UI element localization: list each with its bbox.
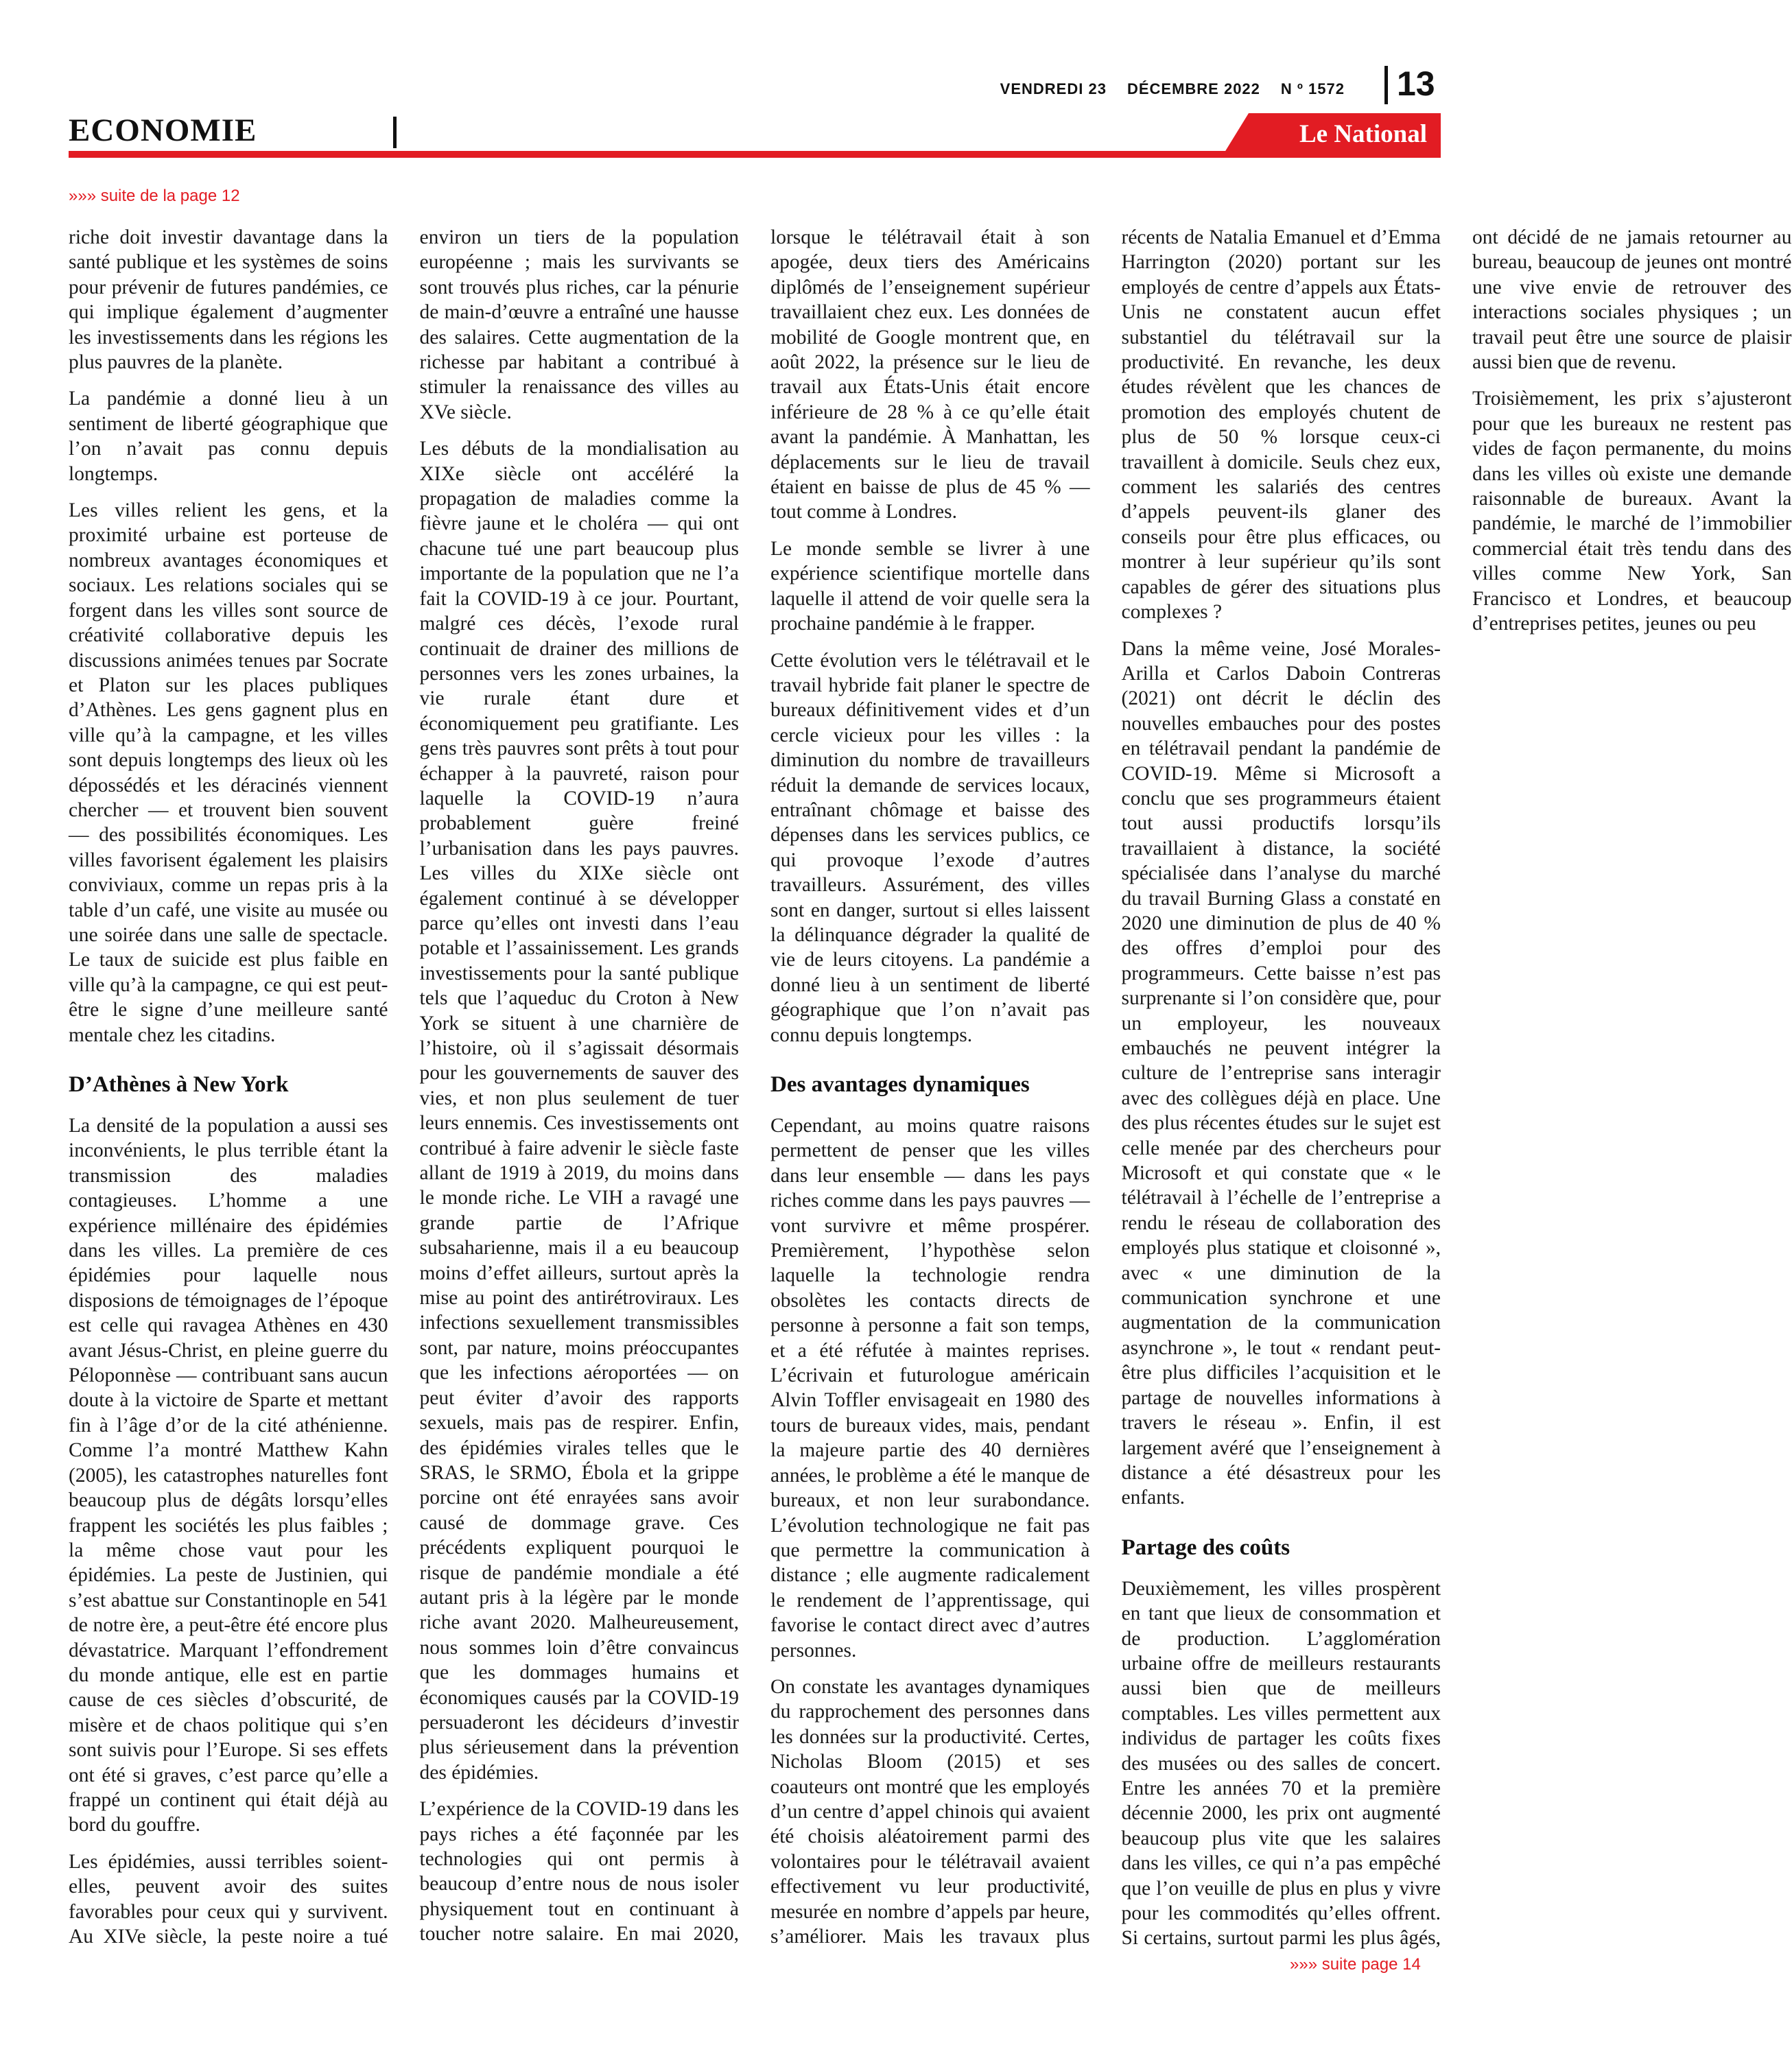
header-divider [1384,66,1388,104]
continued-from-link[interactable]: »»» suite de la page 12 [69,187,240,205]
subheading: Des avantages dynamiques [770,1072,1030,1097]
paragraph: Les épidémies, aussi terribles soient-elles, peuvent avoir des suites favorables pour ceux qui y survivent. Au XIVe siècle, la peste noire a tué environ un tiers de la population européenne ; mais les survivants se sont trouvés plus riches, car la pénurie de main-d’œuvre a entraîné une hausse des salaires. Cette augmentation de la richesse par habitant a contribué à stimuler la renaissance des villes au XVe siècle. [69,226,739,1948]
paragraph: L’expérience de la COVID-19 dans les pays riches a été façonnée par les technologies qui ont permis à beaucoup d’entre nous de nous isoler physiquement tout en continuant à toucher notre salaire. En mai 2020, lorsque le télétravail était à son apogée, deux tiers des Américains diplômés de l’enseignement supérieur travaillaient chez eux. Les données de mobilité de Google montrent que, en août 2022, la présence sur le lieu de travail aux États-Unis était encore inférieure de 28 % à ce qu’elle était avant la pandémie. À Manhattan, les déplacements sur le lieu de travail étaient en baisse de plus de 45 % — tout comme à Londres. [419,226,1090,1945]
subheading: D’Athènes à New York [69,1072,289,1097]
issue-day: VENDREDI 23 [1000,80,1107,97]
paragraph: Deuxièmement, les villes prospèrent en tant que lieux de consommation et de production. L’agglomération urbaine offre de meilleurs restaurants aussi bien que de meilleurs comptables. Les villes permettent aux individus de partager les coûts fixes des musées ou des salles de concert. Entre les années 70 et la première décennie 2000, les prix ont augmenté beaucoup plus vite que les salaires dans les villes, ce qui n’a pas empêché que l’on veuille de plus en plus y vivre pour les commodités qu’elles offrent. Si certains, surtout parmi les plus âgés, ont décidé de ne jamais retourner au bureau, beaucoup de jeunes ont montré une vive envie de retrouver des interactions sociales physiques ; un travail peut être une source de plaisir aussi bien que de revenu. [1121,226,1792,1950]
paragraph: La densité de la population a aussi ses inconvénients, le plus terrible étant la transmission des maladies contagieuses. L’homme a une expérience millénaire des épidémies dans les villes. La première de ces épidémies pour laquelle nous disposions de témoignages de l’époque est celle qui ravagea Athènes en 430 avant Jésus-Christ, en pleine guerre du Péloponnèse — contribuant sans aucun doute à la victoire de Sparte et mettant fin à l’âge d’or de la cité athénienne. Comme l’a montré Matthew Kahn (2005), les catastrophes naturelles font beaucoup plus de dégâts lorsqu’elles frappent les sociétés les plus faibles ; la même chose vaut pour les épidémies. La peste de Justinien, qui s’est abattue sur Constantinople en 541 de notre ère, a peut-être été encore plus dévastatrice. Marquant l’effondrement du monde antique, elle est en partie cause de ces siècles d’obscurité, de misère et de chaos politique qui s’en sont suivis pour l’Europe. Si ses effets ont été si graves, c’est parce qu’elle a frappé un continent qui était déjà au bord du gouffre. [69,1115,388,1836]
issue-info [974,74,1345,104]
continued-to-link[interactable]: »»» suite page 14 [1290,1955,1421,1974]
paragraph: Cette évolution vers le télétravail et le travail hybride fait planer le spectre de bureaux définitivement vides et d’un cercle vicieux pour les villes : la diminution du nombre de travailleurs réduit la demande de services locaux, entraînant chômage et baisse des dépenses dans les services publics, ce qui provoque l’exode d’autres travailleurs. Assurément, des villes sont en danger, surtout si elles laissent la délinquance dégrader la qualité de vie de leurs citoyens. La pandémie a donné lieu à un sentiment de liberté géographique que l’on n’avait pas connu depuis longtemps. [770,649,1090,1046]
section-divider [393,117,397,148]
paragraph: Troisièmement, les prix s’ajusteront pour que les bureaux ne restent pas vides de façon permanente, du moins dans les villes où existe une demande raisonnable de bureaux. Avant la pandémie, le marché de l’immobilier commercial était très tendu dans des villes comme New York, San Francisco et Londres, et beaucoup d’entreprises petites, jeunes ou peu [1472,388,1792,635]
page-number: 13 [1397,64,1435,103]
section-title: ECONOMIE [69,113,257,148]
paragraph: On constate les avantages dynamiques du rapprochement des personnes dans les données sur la productivité. Certes, Nicholas Bloom (2015) et ses coauteurs ont montré que les employés d’un centre d’appel chinois qui avaient été choisis aléatoirement parmi des volontaires pour le télétravail avaient effectivement vu leur productivité, mesurée en nombre d’appels par heure, s’améliorer. Mais les travaux plus récents de Natalia Emanuel et d’Emma Harrington (2020) portant sur les employés de centre d’appels aux États-Unis ne constatent aucun effet substantiel du télétravail sur la productivité. En revanche, les deux études révèlent que les chances de promotion des employés chutent de plus de 50 % lorsque ceux-ci travaillent à domicile. Seuls chez eux, comment les salariés des centres d’appels peuvent-ils glaner des conseils pour être plus efficaces, ou montrer à leur supérieur qu’ils sont capables de gérer des situations plus complexes ? [770,226,1441,1948]
paragraph: Dans la même veine, José Morales-Arilla et Carlos Daboin Contreras (2021) ont décrit le déclin des nouvelles embauches pour des postes en télétravail pendant la pandémie de COVID-19. Même si Microsoft a conclu que ses programmeurs étaient tout aussi productifs lorsqu’ils travaillaient à distance, la société spécialisée dans l’analyse du marché du travail Burning Glass a constaté en 2020 une diminution de plus de 40 % des offres d’emploi pour des programmeurs. Cette baisse n’est pas surprenante si l’on considère que, pour un employeur, les nouveaux embauchés ne peuvent intégrer la culture de l’entreprise sans interagir avec des collègues déjà en place. Une des plus récentes études sur le sujet est celle menée par des chercheurs pour Microsoft et qui constate que « le télétravail à l’échelle de l’entreprise a rendu le réseau de collaboration des employés plus statique et cloisonné », avec « une diminution de la communication synchrone et une augmentation de la communication asynchrone », le tout « rendant peut-être plus difficiles l’acquisition et le partage de nouvelles informations à travers le réseau ». Enfin, il est largement avéré que l’enseignement à distance a été désastreux pour les enfants. [1121,637,1441,1509]
issue-date: DÉCEMBRE 2022 [1127,80,1260,97]
article-body [69,225,1792,1954]
paragraph: La pandémie a donné lieu à un sentiment de liberté géographique que l’on n’avait pas connu depuis longtemps. [69,388,388,485]
subheading: Partage des coûts [1121,1535,1290,1560]
paragraph: Le monde semble se livrer à une expérience scientifique mortelle dans laquelle il attend de voir quelle sera la prochaine pandémie à le frapper. [770,537,1090,635]
publication-name: Le National [1299,120,1427,148]
paragraph: Les débuts de la mondialisation au XIXe siècle ont accéléré la propagation de maladies comme la fièvre jaune et le choléra — qui ont chacune tué une part beaucoup plus importante de la population que ne l’a fait la COVID-19 à ce jour. Pourtant, malgré ces décès, l’exode rural continuait de drainer des millions de personnes vers les zones urbaines, la vie rurale étant dure et économiquement peu gratifiante. Les gens très pauvres sont prêts à tout pour échapper à la pauvreté, raison pour laquelle la COVID-19 n’aura probablement guère freiné l’urbanisation dans les pays pauvres. Les villes du XIXe siècle ont également continué à se développer parce qu’elles ont investi dans l’eau potable et l’assainissement. Les grands investissements pour la santé publique tels que l’aqueduc du Croton à New York se situent à une charnière de l’histoire, où il s’agissait désormais pour les gouvernements de sauver des vies, et non plus seulement de tuer leurs ennemis. Ces investissements ont contribué à faire advenir le siècle faste allant de 1919 à 2019, du moins dans le monde riche. Le VIH a ravagé une grande partie de l’Afrique subsaharienne, mais il a eu beaucoup moins d’effet ailleurs, surtout après la mise au point des antirétroviraux. Les infections sexuellement transmissibles sont, par nature, moins préoccupantes que les infections aéroportées — on peut éviter d’avoir des rapports sexuels, mais pas de respirer. Enfin, des épidémies virales telles que le SRAS, le SRMO, Ébola et la grippe porcine ont été enrayées sans avoir causé de dommage grave. Ces précédents expliquent pourquoi le risque de pandémie mondiale a été autant pris à la légère par le monde riche avant 2020. Malheureusement, nous sommes loin d’être convaincus que les dommages humains et économiques causés par la COVID-19 persuaderont les décideurs d’investir plus sérieusement dans la prévention des épidémies. [419,438,739,1784]
paragraph: Les villes relient les gens, et la proximité urbaine est porteuse de nombreux avantages économiques et sociaux. Les relations sociales qui se forgent dans les villes sont source de créativité collaborative depuis les discussions animées tenues par Socrate et Platon sur les places publiques d’Athènes. Les gens gagnent plus en ville qu’à la campagne, et les villes sont depuis longtemps des lieux où les dépossédés et les déracinés viennent chercher — et trouvent bien souvent — des possibilités économiques. Les villes favorisent également les plaisirs conviviaux, comme un repas pris à la table d’un café, une visite au musée ou une soirée dans une salle de spectacle. Le taux de suicide est plus faible en ville qu’à la campagne, ce qui est peut-être le signe d’une meilleure santé mentale chez les citadins. [69,499,388,1046]
issue-number: N º 1572 [1280,80,1345,97]
paragraph: riche doit investir davantage dans la santé publique et les systèmes de soins pour prévenir de futures pandémies, ce qui implique également d’augmenter les investissements dans les régions les plus pauvres de la planète. [69,226,388,374]
paragraph: Cependant, au moins quatre raisons permettent de penser que les villes dans leur ensemble — dans les pays riches comme dans les pays pauvres — vont survivre et même prospérer. Premièrement, l’hypothèse selon laquelle la technologie rendra obsolètes les contacts directs de personne à personne a fait son temps, et a été réfutée à maintes reprises. L’écrivain et futurologue américain Alvin Toffler envisageait en 1980 des tours de bureaux vides, mais, pendant la majeure partie des 40 dernières années, le problème a été le manque de bureaux, et non leur surabondance. L’évolution technologique ne fait pas que permettre la communication à distance ; elle augmente radicalement le rendement de l’apprentissage, qui favorise le contact direct avec d’autres personnes. [770,1115,1090,1661]
